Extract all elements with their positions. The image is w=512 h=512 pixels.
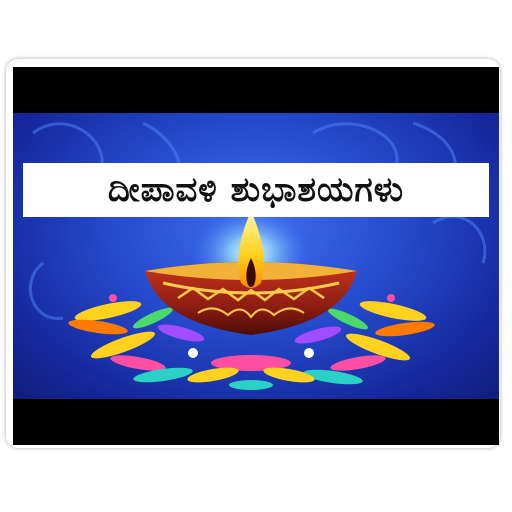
diwali-artwork — [13, 113, 499, 399]
greeting-text: ದೀಪಾವಳಿ ಶುಭಾಶಯಗಳು — [107, 170, 405, 210]
greeting-banner — [23, 163, 489, 217]
diya-illustration — [13, 113, 499, 399]
